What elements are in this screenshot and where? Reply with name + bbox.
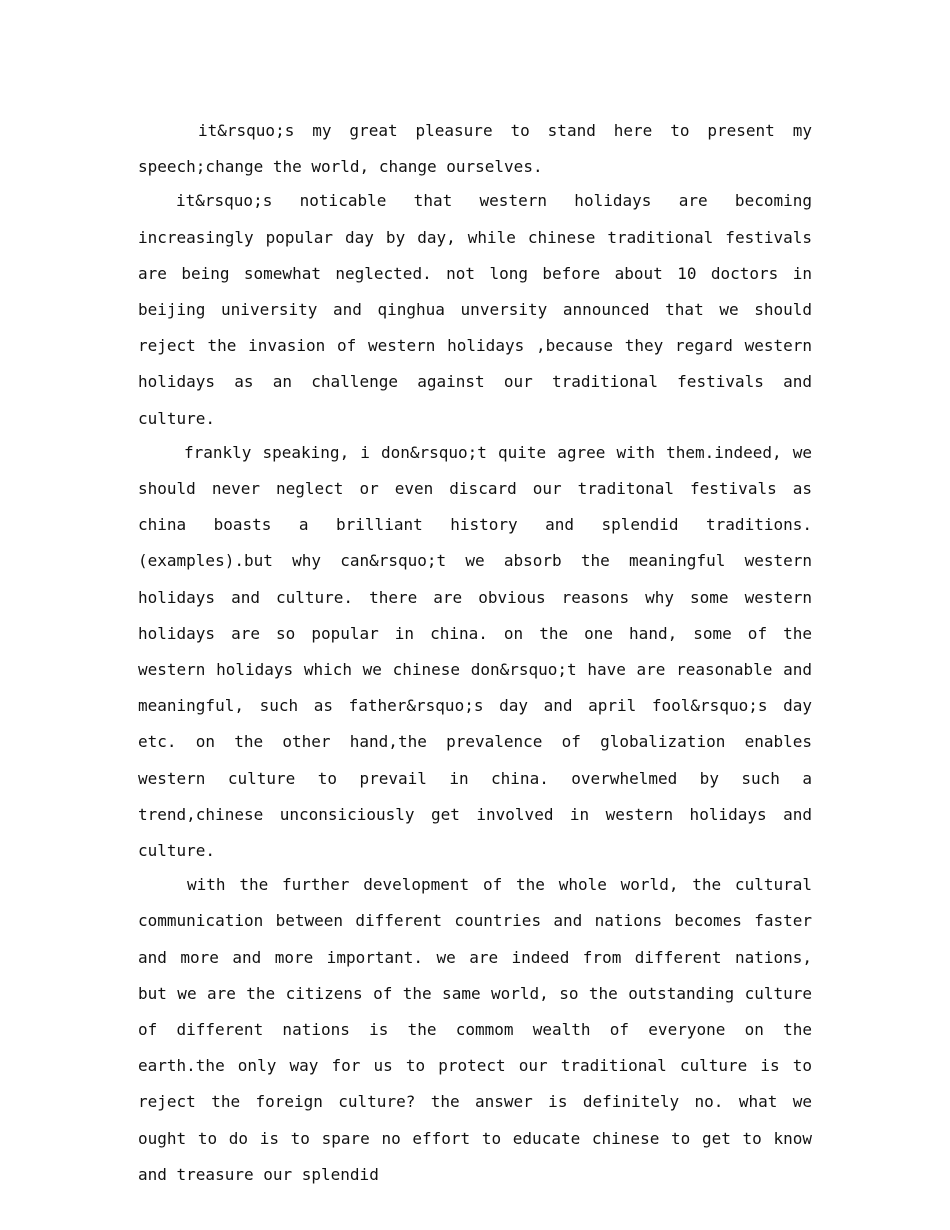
paragraph-3: frankly speaking, i don&rsquo;t quite agree with them.indeed, we should never neglect or even discard our traditonal festivals as china boasts a brilliant history and splendid traditions. (examples).but why can&rsquo;t we absorb the meaningful western holidays and culture. there are obvious reasons why some western holidays are so popular in china. on the one hand, some of the western holidays which we chinese don&rsquo;t have are reasonable and meaningful, such as father&rsquo;s day and april fool&rsquo;s day etc. on the other hand,the prevalence of globalization enables western culture to prevail in china. overwhelmed by such a trend,chinese unconsiciously get involved in western holidays and culture. bbox=[138, 442, 812, 861]
paragraph-2: it&rsquo;s noticable that western holidays are becoming increasingly popular day by day, while chinese traditional festivals are being somewhat neglected. not long before about 10 doctors in beijing university and qinghua unversity announced that we should reject the invasion of western holidays ,because they regard western holidays as an challenge against our traditional festivals and culture. bbox=[138, 191, 812, 428]
document-body bbox=[138, 113, 812, 1193]
paragraph-4: with the further development of the whole world, the cultural communication between different countries and nations becomes faster and more and more important. we are indeed from different nations, but we are the citizens of the same world, so the outstanding culture of different nations is the commom wealth of everyone on the earth.the only way for us to protect our traditional culture is to reject the foreign culture? the answer is definitely no. what we ought to do is to spare no effort to educate chinese to get to know and treasure our splendid bbox=[138, 875, 812, 1184]
paragraph-1: it&rsquo;s my great pleasure to stand here to present my speech;change the world, change ourselves. bbox=[138, 121, 812, 177]
